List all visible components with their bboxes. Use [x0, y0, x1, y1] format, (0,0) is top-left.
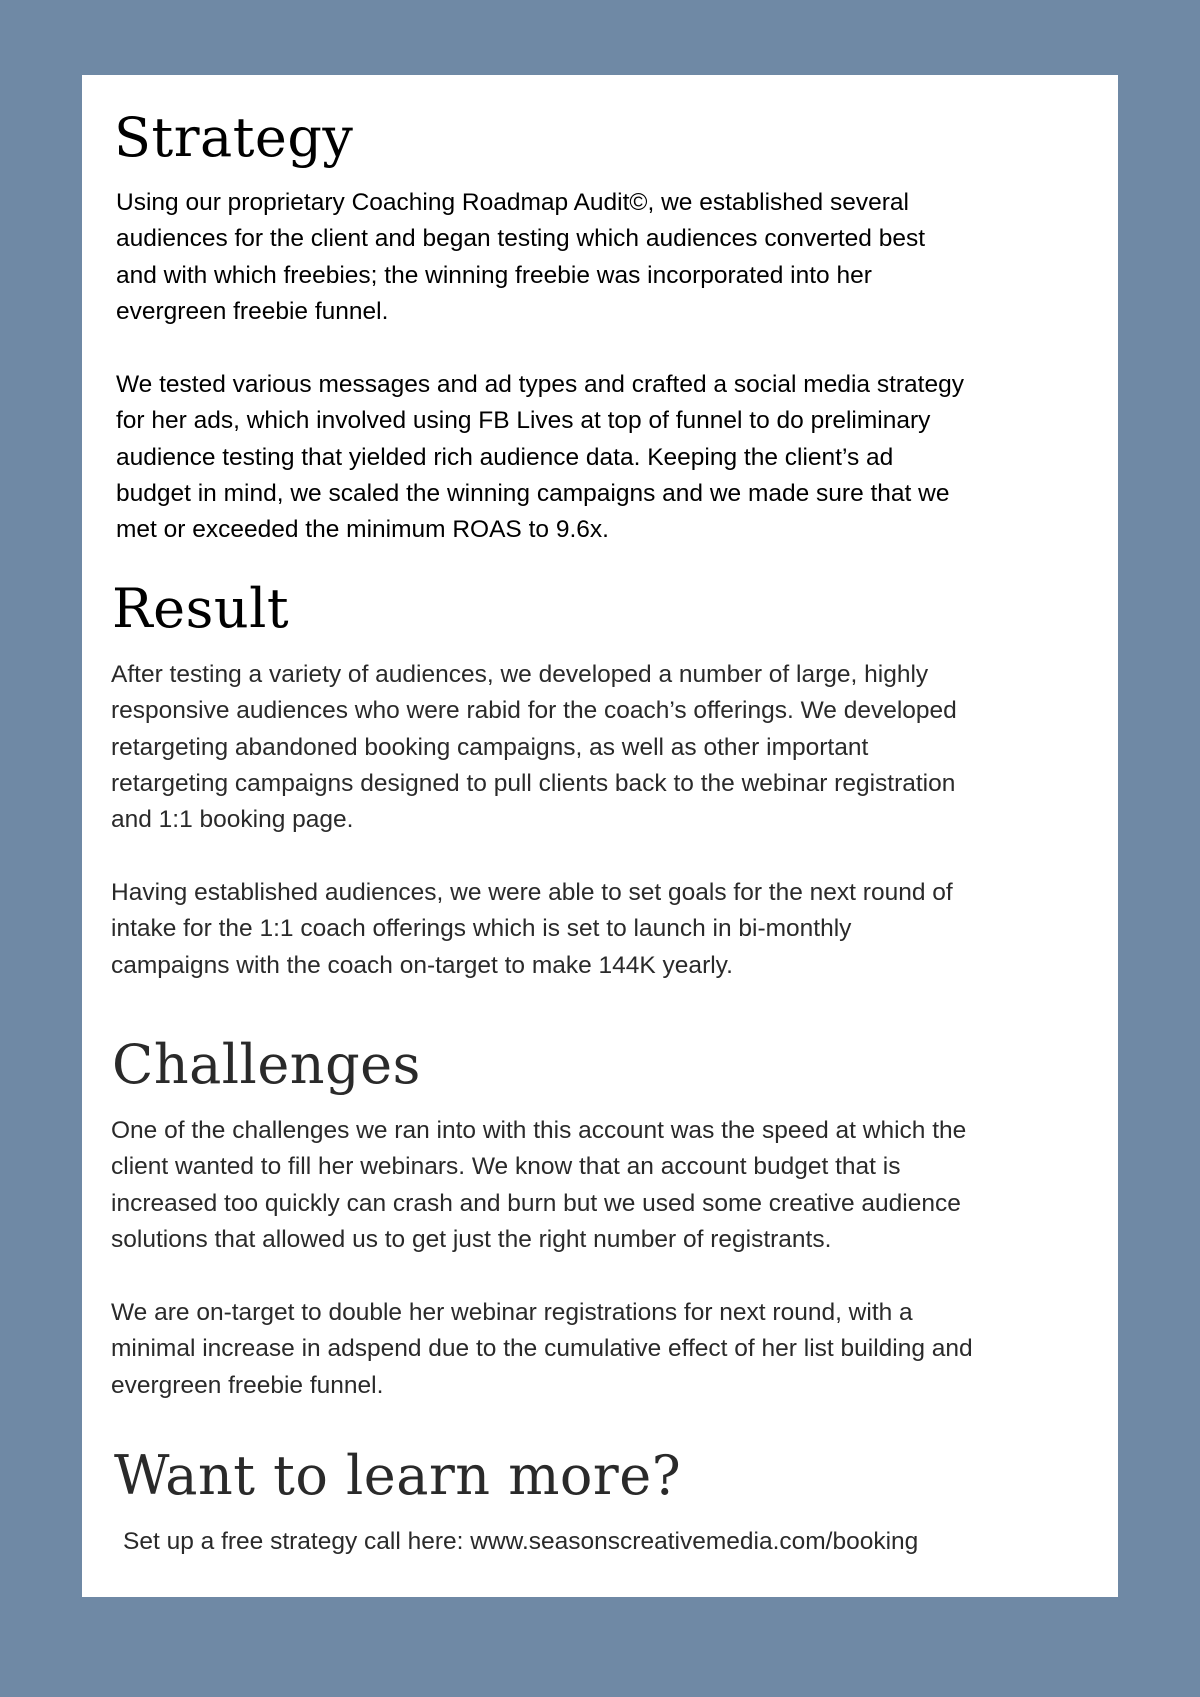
text-line: and with which freebies; the winning freebie was incorporated into her	[116, 261, 872, 289]
result-paragraph-1	[111, 657, 957, 838]
text-line: client wanted to fill her webinars. We know that an account budget that is	[111, 1153, 901, 1181]
text-line: budget in mind, we scaled the winning campaigns and we made sure that we	[116, 479, 950, 507]
text-line: retargeting campaigns designed to pull clients back to the webinar registration	[111, 769, 956, 797]
strategy-paragraph-1	[116, 185, 925, 330]
text-line: We are on-target to double her webinar registrations for next round, with a	[111, 1299, 913, 1326]
text-line: minimal increase in adspend due to the cumulative effect of her list building and	[111, 1335, 973, 1363]
document-page	[82, 75, 1118, 1597]
text-line: retargeting abandoned booking campaigns, as well as other important	[111, 733, 869, 761]
text-line: Using our proprietary Coaching Roadmap Audit©, we established several	[116, 189, 909, 216]
result-paragraph-2	[111, 875, 953, 984]
text-line: One of the challenges we ran into with this account was the speed at which the	[111, 1117, 967, 1144]
text-line: campaigns with the coach on-target to make 144K yearly.	[111, 951, 733, 979]
result-heading: Result	[112, 577, 290, 640]
strategy-paragraph-2	[116, 367, 964, 548]
text-line: solutions that allowed us to get just the right number of registrants.	[111, 1225, 832, 1253]
text-line: Having established audiences, we were able to set goals for the next round of	[111, 879, 953, 906]
text-line: evergreen freebie funnel.	[111, 1371, 384, 1399]
text-line: We tested various messages and ad types and crafted a social media strategy	[116, 371, 964, 398]
strategy-heading: Strategy	[114, 106, 354, 169]
challenges-paragraph-1	[111, 1113, 966, 1258]
text-line: audiences for the client and began testing which audiences converted best	[116, 225, 926, 253]
text-line: intake for the 1:1 coach offerings which is set to launch in bi-monthly	[111, 915, 852, 943]
text-line: evergreen freebie funnel.	[116, 297, 389, 325]
text-line: After testing a variety of audiences, we developed a number of large, highly	[111, 661, 929, 688]
cta-text	[123, 1524, 918, 1560]
cta-heading: Want to learn more?	[114, 1444, 682, 1507]
text-line: audience testing that yielded rich audience data. Keeping the client’s ad	[116, 443, 894, 471]
challenges-heading: Challenges	[112, 1033, 421, 1096]
text-line: responsive audiences who were rabid for the coach’s offerings. We developed	[111, 697, 957, 725]
text-line: met or exceeded the minimum ROAS to 9.6x.	[116, 516, 609, 544]
challenges-paragraph-2	[111, 1295, 973, 1404]
text-line: increased too quickly can crash and burn but we used some creative audience	[111, 1189, 961, 1217]
booking-link-text: Set up a free strategy call here: www.seasonscreativemedia.com/booking	[123, 1528, 919, 1555]
text-line: for her ads, which involved using FB Lives at top of funnel to do preliminary	[116, 407, 931, 435]
text-line: and 1:1 booking page.	[111, 806, 354, 834]
